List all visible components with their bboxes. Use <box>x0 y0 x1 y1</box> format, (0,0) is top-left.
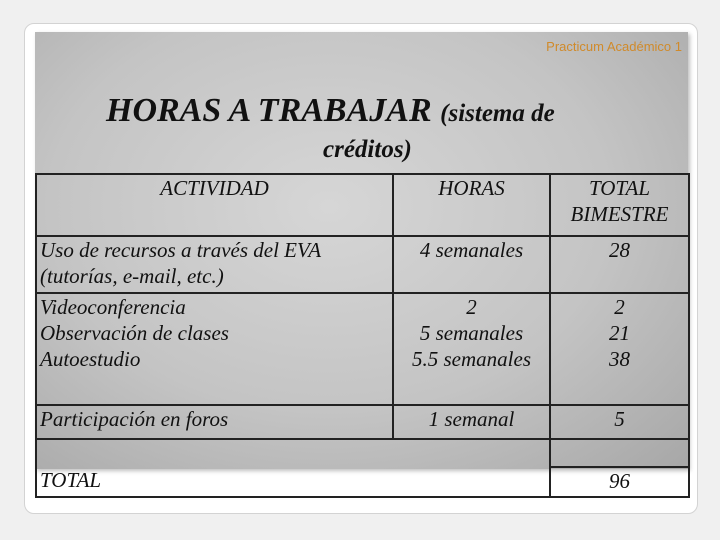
cell-total-group <box>550 293 689 405</box>
header-horas: HORAS <box>393 174 550 236</box>
cell-actividad-foros: Participación en foros <box>36 405 393 439</box>
table-header-row <box>36 174 689 236</box>
obs-actividad: Observación de clases <box>40 321 229 345</box>
table-row <box>36 405 689 439</box>
table-row <box>36 293 689 405</box>
header-total-line1: TOTAL <box>588 176 651 200</box>
video-total: 2 <box>614 295 625 319</box>
cell-actividad-group <box>36 293 393 405</box>
total-label: TOTAL <box>36 467 550 497</box>
eva-line2: (tutorías, e-mail, etc.) <box>40 264 224 288</box>
title-main: HORAS A TRABAJAR <box>106 92 432 129</box>
auto-horas: 5.5 semanales <box>412 347 531 371</box>
cell-horas-group <box>393 293 550 405</box>
total-value: 96 <box>550 467 689 497</box>
header-total <box>550 174 689 236</box>
auto-total: 38 <box>609 347 630 371</box>
header-total-line2: BIMESTRE <box>570 202 669 226</box>
header-tag: Practicum Académico 1 <box>546 39 682 54</box>
table-total-row <box>36 467 689 497</box>
cell-total-eva: 28 <box>550 236 689 293</box>
hours-table <box>35 173 690 498</box>
obs-horas: 5 semanales <box>419 321 524 345</box>
title-line2: créditos) <box>323 136 412 163</box>
table-row <box>36 439 689 467</box>
header-actividad: ACTIVIDAD <box>36 174 393 236</box>
cell-empty <box>550 439 689 467</box>
cell-actividad-eva <box>36 236 393 293</box>
slide-title <box>106 92 555 130</box>
auto-actividad: Autoestudio <box>40 347 141 371</box>
cell-horas-eva: 4 semanales <box>393 236 550 293</box>
title-suffix: (sistema de <box>440 100 555 127</box>
table-row <box>36 236 689 293</box>
obs-total: 21 <box>609 321 630 345</box>
cell-total-foros: 5 <box>550 405 689 439</box>
cell-empty <box>36 439 550 467</box>
video-actividad: Videoconferencia <box>40 295 186 319</box>
video-horas: 2 <box>466 295 477 319</box>
eva-line1: Uso de recursos a través del EVA <box>40 238 322 262</box>
cell-horas-foros: 1 semanal <box>393 405 550 439</box>
